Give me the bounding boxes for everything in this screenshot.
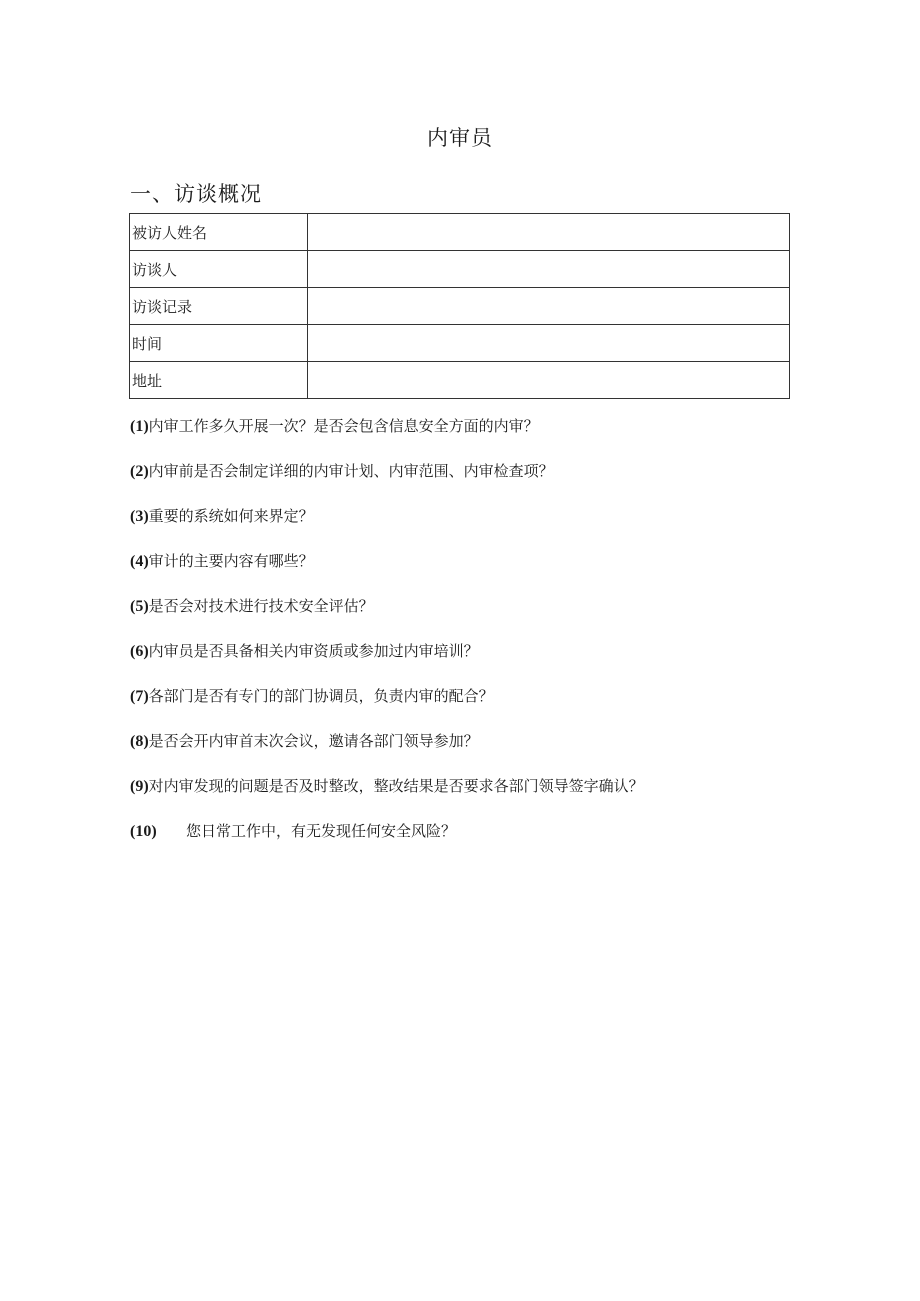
row-value-interviewee-name[interactable]: [308, 214, 790, 251]
question-item: [130, 459, 790, 504]
question-number: (9): [130, 778, 149, 795]
question-item: [130, 639, 790, 684]
question-number: (2): [130, 463, 149, 480]
question-number: (1): [130, 418, 149, 435]
interview-overview-table: [129, 213, 790, 399]
question-number: (3): [130, 508, 149, 525]
question-item: [130, 684, 790, 729]
question-number: (4): [130, 553, 149, 570]
table-row: [130, 325, 790, 362]
row-label-address: 地址: [130, 362, 308, 399]
row-label-interviewer: 访谈人: [130, 251, 308, 288]
question-number: (7): [130, 688, 149, 705]
row-value-time[interactable]: [308, 325, 790, 362]
row-value-address[interactable]: [308, 362, 790, 399]
table-row: [130, 288, 790, 325]
question-text: 审计的主要内容有哪些？: [148, 552, 314, 570]
question-item: [130, 729, 790, 774]
row-value-interviewer[interactable]: [308, 251, 790, 288]
question-item: [130, 594, 790, 639]
page-title: 内审员: [427, 126, 493, 150]
question-text: 是否会对技术进行技术安全评估？: [148, 597, 374, 615]
question-text: 是否会开内审首末次会议，邀请各部门领导参加？: [148, 732, 479, 750]
section-heading: 一、访谈概况: [130, 182, 262, 206]
question-number: (10): [130, 823, 157, 840]
question-list: [130, 414, 790, 864]
question-item: [130, 819, 790, 864]
question-text: 重要的系统如何来界定？: [148, 507, 314, 525]
question-text: 各部门是否有专门的部门协调员，负责内审的配合？: [148, 687, 494, 705]
question-text: 内审前是否会制定详细的内审计划、内审范围、内审检查项？: [148, 462, 554, 480]
table-row: [130, 251, 790, 288]
table-row: [130, 362, 790, 399]
question-text: 内审工作多久开展一次？是否会包含信息安全方面的内审？: [148, 417, 539, 435]
question-item: [130, 549, 790, 594]
question-number: (8): [130, 733, 149, 750]
row-label-time: 时间: [130, 325, 308, 362]
question-number: (5): [130, 598, 149, 615]
question-item: [130, 774, 790, 819]
question-text: 对内审发现的问题是否及时整改，整改结果是否要求各部门领导签字确认？: [148, 777, 644, 795]
row-value-interview-record[interactable]: [308, 288, 790, 325]
table-row: [130, 214, 790, 251]
question-text: 内审员是否具备相关内审资质或参加过内审培训？: [148, 642, 479, 660]
question-item: [130, 414, 790, 459]
question-item: [130, 504, 790, 549]
question-number: (6): [130, 643, 149, 660]
question-text: 您日常工作中，有无发现任何安全风险？: [186, 822, 457, 840]
row-label-interviewee-name: 被访人姓名: [130, 214, 308, 251]
row-label-interview-record: 访谈记录: [130, 288, 308, 325]
